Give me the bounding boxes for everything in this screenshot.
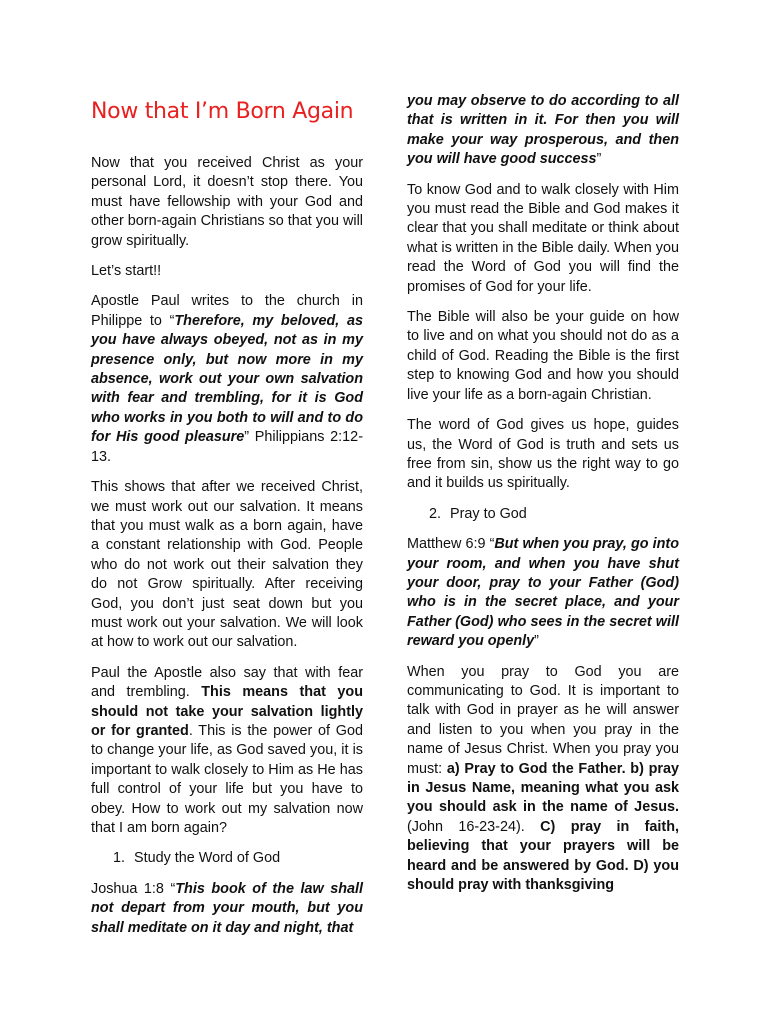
matthew-paragraph [407,535,679,651]
text-span: ” [596,151,602,168]
fear-trembling-paragraph [91,664,363,839]
text-span: ” [534,633,539,650]
text-span: Joshua 1:8 “ [91,880,176,897]
list-item-label: Pray to God [450,505,527,522]
list-number: 1. [113,850,126,867]
text-span: Apostle Paul writes to the church in Philippe to “ [91,293,363,329]
text-span: Matthew 6:9 “ [407,536,495,553]
philippians-paragraph [91,292,363,467]
salvation-paragraph: This shows that after we received Christ, we must work out our salvation. It means that you must walk as a born again, have a constant relationship with God. People who do not work out their salvation they do not Grow spiritually. After receiving God, you don’t just seat down but you must work out your salvation. We will look at how to work out our salvation. [91,479,363,651]
scripture-quote: This book of the law shall not depart from your mouth, but you shall meditate on it day and night, that [91,880,364,936]
list-item-study-word [91,849,363,868]
meditate-paragraph: To know God and to walk closely with Him you must read the Bible and God makes it clear that you shall meditate or think about what is written in the Bible daily. When you read the Word of God you will find the promises of God for your life. [407,181,679,295]
bold-statement: This means that you should not take your salvation lightly or for granted [91,684,363,739]
intro-paragraph: Now that you received Christ as your personal Lord, it doesn’t stop there. You must have fellowship with your God and other born-again Christians so that you will grow spiritually. [91,155,363,249]
text-span: (John 16-23-24). [407,818,541,835]
scripture-quote: you may observe to do according to all that is written in it. For then you will make your way prosperous, and then you will have good success [407,93,679,168]
scripture-quote: But when you pray, go into your room, and when you have shut your door, pray to your Father (God) who is in the secret place, and your Father (God) who sees in the secret will reward you openly [407,536,679,650]
joshua-paragraph [91,880,363,938]
bold-statement: C) pray in faith, believing that your prayers will be heard and be answered by God. D) you should pray with thanksgiving [407,818,679,894]
page-title: Now that I’m Born Again [91,99,354,124]
text-span: Paul the Apostle also say that with fear and trembling. [91,664,363,701]
text-span: ” Philippians 2:12-13. [91,429,363,465]
joshua-continued-paragraph [407,92,679,170]
scripture-quote: Therefore, my beloved, as you have always obeyed, not as in my presence only, but now more in my absence, work out your own salvation with fear and trembling, for it is God who works in you both to will and to do for His good pleasure [91,312,363,446]
left-column [91,0,363,949]
right-column [407,92,679,906]
list-item-pray [407,505,679,524]
list-number: 2. [429,505,442,522]
bible-guide-paragraph: The Bible will also be your guide on how to live and on what you should not do as a child of God. Reading the Bible is the first step to knowing God and how you should live your life as a born-again Christian. [407,309,679,403]
bold-statement: a) Pray to God the Father. b) pray in Jesus Name, meaning what you ask you should ask in the name of Jesus. [407,760,679,816]
text-span: When you pray to God you are communicating to God. It is important to talk with God in prayer as he will answer and listen to you when you pray in the name of Jesus Christ. When you pray you must: [407,663,679,777]
text-span: . This is the power of God to change your life, as God saved you, it is important to walk closely to Him as He has full control of your life but you have to obey. How to work out my salvation now that I am born again? [91,722,363,836]
list-item-label: Study the Word of God [134,850,281,867]
lets-start-paragraph: Let’s start!! [91,263,162,280]
word-of-god-paragraph: The word of God gives us hope, guides us, the Word of God is truth and sets us free from sin, show us the right way to go and it builds us spiritually. [407,417,679,492]
prayer-paragraph [407,663,679,896]
